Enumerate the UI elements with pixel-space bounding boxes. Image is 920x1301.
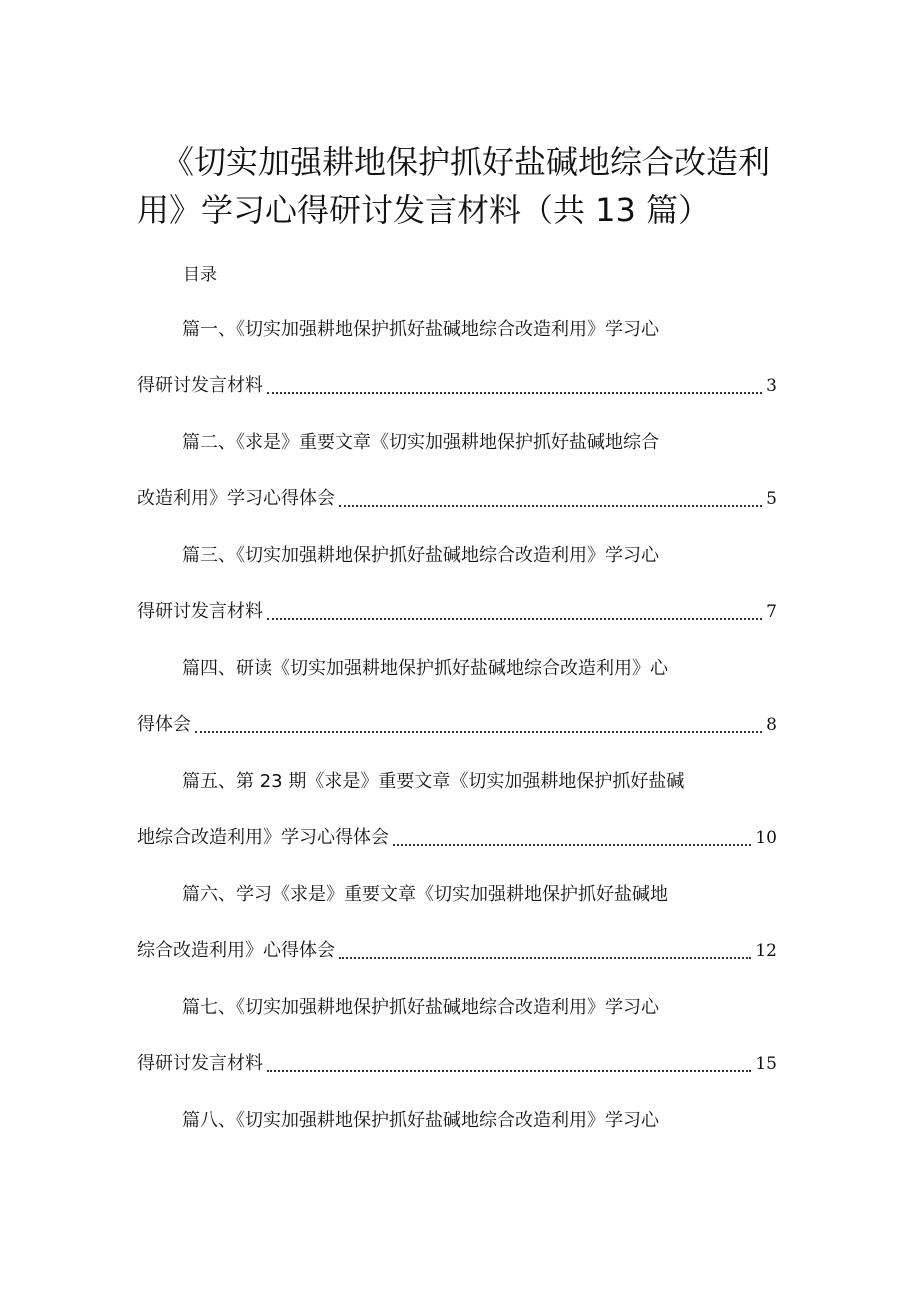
toc-entry-4[interactable] xyxy=(137,649,777,762)
toc-entry-3[interactable] xyxy=(137,536,777,649)
toc-page-number: 12 xyxy=(755,941,777,961)
toc-entry-title: 篇二、《求是》重要文章《切实加强耕地保护抓好盐碱地综合 xyxy=(182,432,659,453)
toc-entry-1[interactable] xyxy=(137,310,777,423)
dot-leader xyxy=(339,479,762,507)
toc-page-number: 15 xyxy=(755,1054,777,1074)
toc-page-number: 5 xyxy=(766,489,777,509)
dot-leader xyxy=(195,705,762,733)
toc-entry-5[interactable] xyxy=(137,762,777,875)
table-of-contents xyxy=(137,310,777,1157)
toc-entry-title: 篇四、研读《切实加强耕地保护抓好盐碱地综合改造利用》心 xyxy=(182,658,668,679)
toc-entry-title-cont: 综合改造利用》心得体会 xyxy=(137,940,335,961)
toc-entry-title: 篇五、第 23 期《求是》重要文章《切实加强耕地保护抓好盐碱 xyxy=(182,771,685,792)
toc-entry-title: 篇六、学习《求是》重要文章《切实加强耕地保护抓好盐碱地 xyxy=(182,884,668,905)
toc-entry-title-cont: 得研讨发言材料 xyxy=(137,1053,263,1074)
dot-leader xyxy=(339,931,751,959)
dot-leader xyxy=(393,818,751,846)
toc-entry-title: 篇三、《切实加强耕地保护抓好盐碱地综合改造利用》学习心 xyxy=(182,545,659,566)
toc-entry-title-cont: 地综合改造利用》学习心得体会 xyxy=(137,827,389,848)
toc-page-number: 8 xyxy=(766,715,777,735)
toc-entry-title-cont: 改造利用》学习心得体会 xyxy=(137,488,335,509)
dot-leader xyxy=(267,592,762,620)
toc-entry-title-cont: 得研讨发言材料 xyxy=(137,375,263,396)
dot-leader xyxy=(267,1044,751,1072)
document-title: 《切实加强耕地保护抓好盐碱地综合改造利用》学习心得研讨发言材料（共 13 篇） xyxy=(137,143,771,229)
toc-entry-title: 篇八、《切实加强耕地保护抓好盐碱地综合改造利用》学习心 xyxy=(182,1110,659,1131)
toc-entry-title: 篇一、《切实加强耕地保护抓好盐碱地综合改造利用》学习心 xyxy=(182,319,659,340)
toc-entry-8[interactable] xyxy=(137,1101,777,1157)
toc-entry-title-cont: 得研讨发言材料 xyxy=(137,601,263,622)
toc-entry-2[interactable] xyxy=(137,423,777,536)
toc-entry-title: 篇七、《切实加强耕地保护抓好盐碱地综合改造利用》学习心 xyxy=(182,997,659,1018)
toc-page-number: 7 xyxy=(766,602,777,622)
toc-entry-6[interactable] xyxy=(137,875,777,988)
toc-heading: 目录 xyxy=(183,265,217,285)
toc-page-number: 3 xyxy=(766,376,777,396)
toc-entry-title-cont: 得体会 xyxy=(137,714,191,735)
toc-entry-7[interactable] xyxy=(137,988,777,1101)
dot-leader xyxy=(267,366,762,394)
toc-page-number: 10 xyxy=(755,828,777,848)
